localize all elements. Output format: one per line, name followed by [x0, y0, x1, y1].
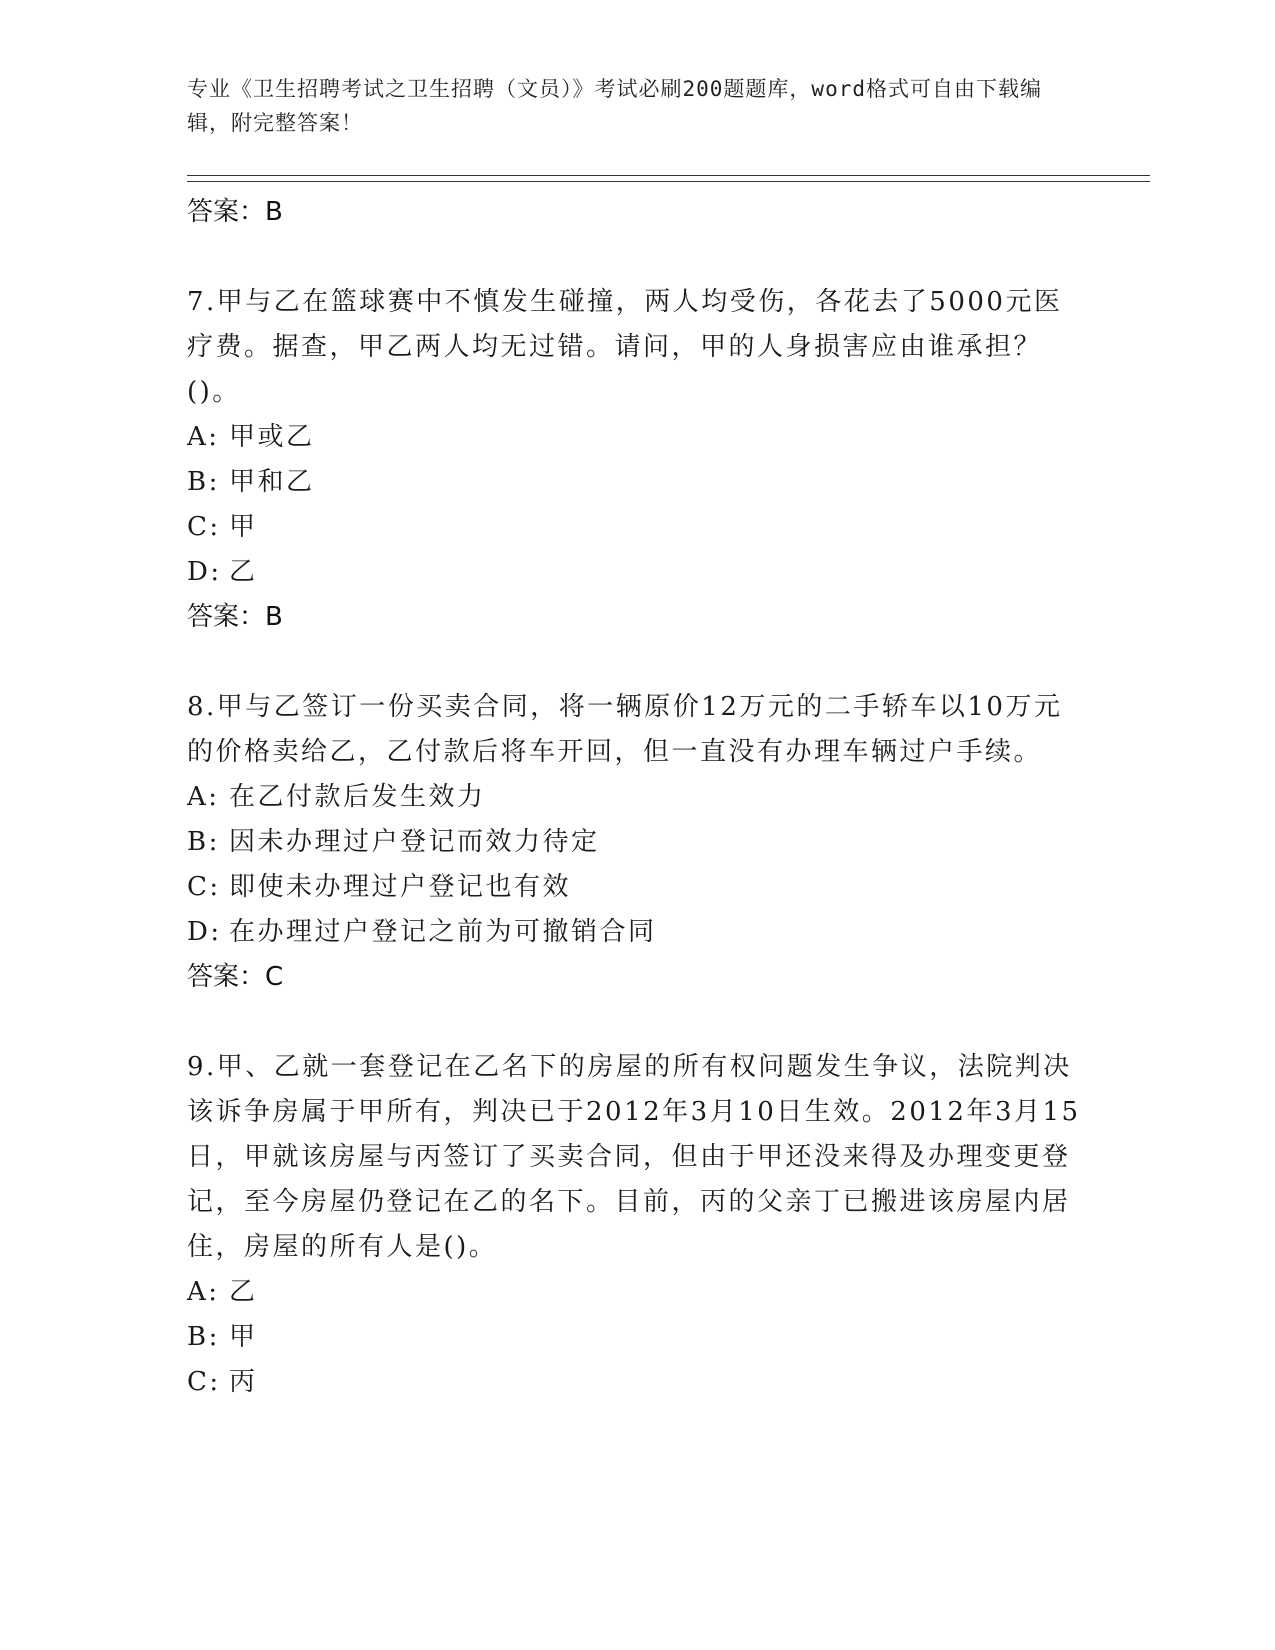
- option-key: C:: [187, 872, 221, 902]
- option-text: 乙: [229, 1277, 258, 1307]
- option-text: 即使未办理过户登记也有效: [229, 872, 572, 902]
- option-b: [187, 460, 1087, 505]
- question-block: [187, 685, 1087, 999]
- answer-line: 答案：B: [187, 197, 283, 227]
- option-c: [187, 865, 1087, 910]
- spacer: [187, 999, 1087, 1045]
- question-text: 9.甲、乙就一套登记在乙名下的房屋的所有权问题发生争议，法院判决该诉争房属于甲所有，判决已于2012年3月10日生效。2012年3月15日，甲就该房屋与丙签订了买卖合同，但由于甲还没来得及办理变更登记，至今房屋仍登记在乙的名下。目前，丙的父亲丁已搬进该房屋内居住，房屋的所有人是()。: [187, 1052, 1081, 1262]
- option-key: C:: [187, 512, 221, 542]
- answer-line: 答案：C: [187, 962, 284, 992]
- document-header: 专业《卫生招聘考试之卫生招聘（文员）》考试必刷200题题库，word格式可自由下载编辑，附完整答案！: [187, 77, 1042, 135]
- option-d: [187, 550, 1087, 595]
- header-rule-top: [187, 175, 1150, 176]
- option-text: 因未办理过户登记而效力待定: [229, 827, 600, 857]
- question-block: [187, 1045, 1087, 1405]
- option-b: [187, 820, 1087, 865]
- option-b: [187, 1315, 1087, 1360]
- option-key: D:: [187, 917, 222, 947]
- option-key: A:: [187, 422, 220, 452]
- option-text: 乙: [229, 557, 258, 587]
- option-text: 在乙付款后发生效力: [229, 782, 486, 812]
- option-a: [187, 775, 1087, 820]
- spacer: [187, 234, 1087, 280]
- answer-line: 答案：B: [187, 602, 283, 632]
- question-text: 7.甲与乙在篮球赛中不慎发生碰撞，两人均受伤，各花去了5000元医疗费。据查，甲乙两人均无过错。请问，甲的人身损害应由谁承担？()。: [187, 287, 1063, 407]
- option-c: [187, 1360, 1087, 1405]
- option-a: [187, 415, 1087, 460]
- option-text: 甲: [229, 1322, 258, 1352]
- option-key: D:: [187, 557, 222, 587]
- option-key: A:: [187, 1277, 220, 1307]
- option-key: A:: [187, 782, 220, 812]
- option-key: B:: [187, 1322, 220, 1352]
- spacer: [187, 639, 1087, 685]
- option-text: 在办理过户登记之前为可撤销合同: [229, 917, 657, 947]
- option-key: C:: [187, 1367, 221, 1397]
- option-a: [187, 1270, 1087, 1315]
- question-block: [187, 280, 1087, 639]
- option-text: 甲和乙: [229, 467, 315, 497]
- option-d: [187, 910, 1087, 955]
- option-key: B:: [187, 827, 220, 857]
- option-c: [187, 505, 1087, 550]
- question-list: [187, 190, 1087, 1405]
- option-key: B:: [187, 467, 220, 497]
- header-rule-bottom: [187, 181, 1150, 182]
- option-text: 丙: [229, 1367, 258, 1397]
- question-text: 8.甲与乙签订一份买卖合同，将一辆原价12万元的二手轿车以10万元的价格卖给乙，乙付款后将车开回，但一直没有办理车辆过户手续。: [187, 692, 1063, 767]
- option-text: 甲: [229, 512, 258, 542]
- option-text: 甲或乙: [229, 422, 315, 452]
